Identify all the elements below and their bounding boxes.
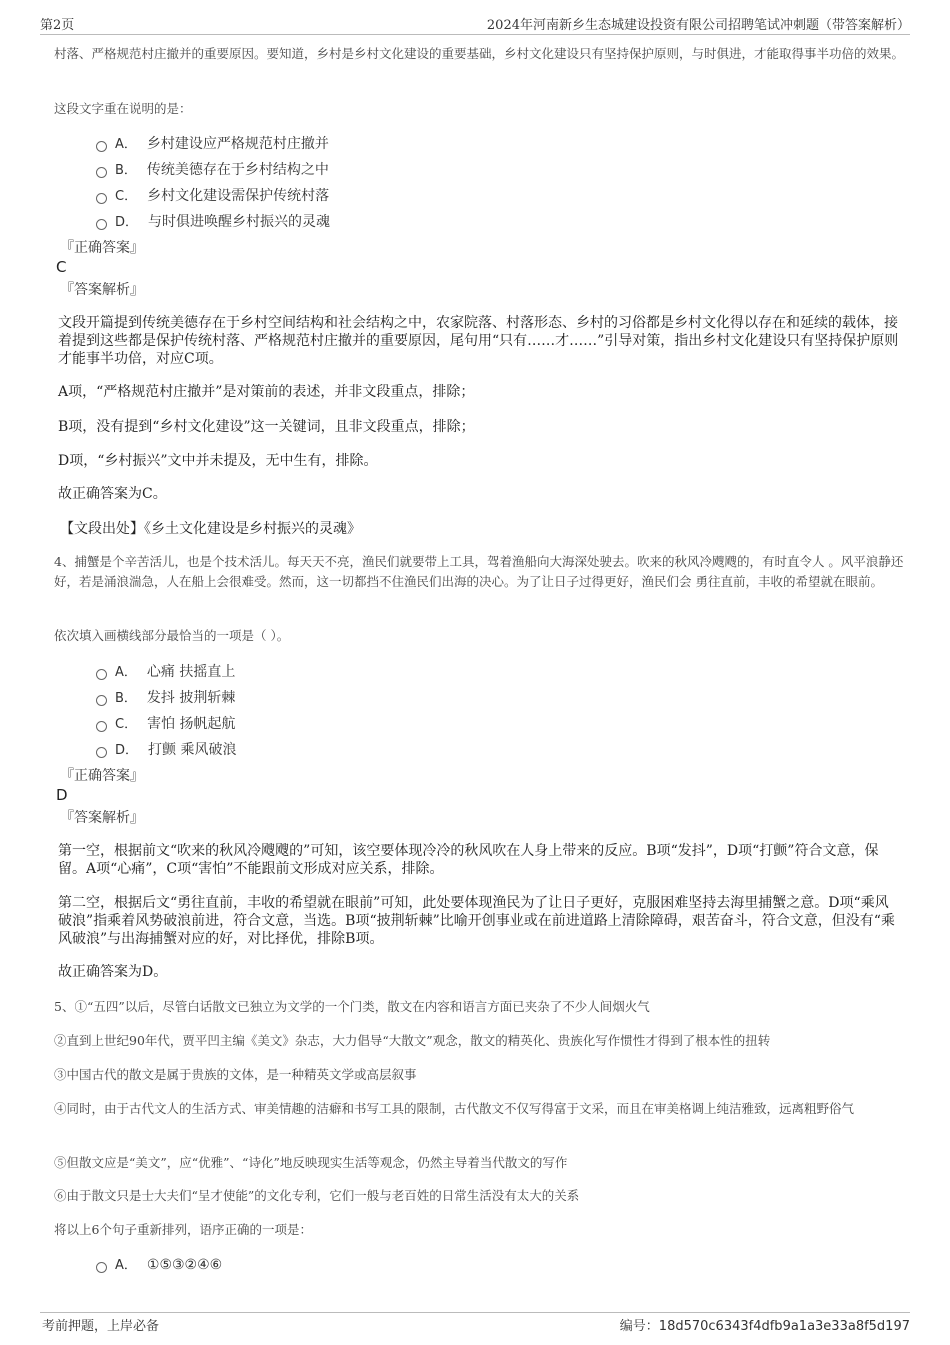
q3-option-d[interactable]: D． 与时俱进唤醒乡村振兴的灵魂 [96,211,330,233]
page-footer [40,1312,910,1339]
q3-analysis-d: D项，“乡村振兴”文中并未提及，无中生有，排除。 [58,453,378,469]
radio-icon[interactable] [96,747,107,758]
q4-stem: 依次填入画横线部分最恰当的一项是（ ）。 [54,628,290,643]
q4-conclusion: 故正确答案为D。 [58,964,168,980]
q3-conclusion: 故正确答案为C。 [58,486,167,502]
q3-answer: C [56,258,67,276]
radio-icon[interactable] [96,1262,107,1273]
q5-sentence-2: ②直到上世纪90年代，贾平凹主编《美文》杂志，大力倡导“大散文”观念，散文的精英化、贵族化写作惯性才得到了根本性的扭转 [54,1033,771,1048]
q3-analysis-a: A项，“严格规范村庄撤并”是对策前的表述，并非文段重点，排除； [58,384,475,400]
q4-analysis-first-blank: 第一空，根据前文“吹来的秋风冷飕飕的”可知，该空要体现冷冷的秋风吹在人身上带来的反应。B项“发抖”，D项“打颤”符合文意，保留。A项“心痛”，C项“害怕”不能跟前文形成对应关系，排除。 [58,843,879,877]
q4-option-a[interactable]: A． 心痛 扶摇直上 [96,661,235,683]
radio-icon[interactable] [96,695,107,706]
q3-option-b[interactable]: B． 传统美德存在于乡村结构之中 [96,159,329,181]
q3-stem: 这段文字重在说明的是： [54,101,192,116]
q4-option-b[interactable]: B． 发抖 披荆斩棘 [96,687,235,709]
q3-answer-label: 『正确答案』 [60,240,144,256]
footer-slogan: 考前押题，上岸必备 [42,1319,160,1334]
code-label: 编号： [619,1319,659,1334]
q4-answer-label: 『正确答案』 [60,768,144,784]
q3-option-a[interactable]: A． 乡村建设应严格规范村庄撤并 [96,133,329,155]
q5-sentence-3: ③中国古代的散文是属于贵族的文体，是一种精英文学或高层叙事 [54,1067,417,1082]
q4-analysis-second-blank: 第二空，根据后文“勇往直前，丰收的希望就在眼前”可知，此处要体现渔民为了让日子更好，克服困难坚持去海里捕蟹之意。D项“乘风破浪”指乘着风势破浪前进，符合文意，当选。B项“披荆斩棘”比喻开创事业或在前进道路上清除障碍，艰苦奋斗，符合文意，但没有“乘风破浪”与出海捕蟹对应的好，对比择优，排除B项。 [58,895,895,947]
page-number: 第2页 [40,18,75,33]
q3-analysis-paragraph: 文段开篇提到传统美德存在于乡村空间结构和社会结构之中，农家院落、村落形态、乡村的习俗都是乡村文化得以存在和延续的载体，接着提到这些都是保护传统村落、严格规范村庄撤并的重要原因，尾句用“只有……才……”引导对策，指出乡村文化建设只有坚持保护原则才能事半功倍，对应C项。 [58,315,899,367]
q5-sentence-6: ⑥由于散文只是士大夫们“呈才使能”的文化专利，它们一般与老百姓的日常生活没有太大的关系 [54,1188,580,1203]
q5-sentence-4: ④同时，由于古代文人的生活方式、审美情趣的洁癖和书写工具的限制，古代散文不仅写得富于文采，而且在审美格调上纯洁雅致，远离粗野俗气 [54,1101,855,1116]
radio-icon[interactable] [96,669,107,680]
q5-sentence-5: ⑤但散文应是“美文”，应“优雅”、“诗化”地反映现实生活等观念，仍然主导着当代散文的写作 [54,1155,568,1170]
q5-option-a[interactable]: A． ①⑤③②④⑥ [96,1254,222,1276]
code-value: 18d570c6343f4dfb9a1a3e33a8f5d197 [658,1319,910,1334]
q3-analysis-b: B项，没有提到“乡村文化建设”这一关键词，且非文段重点，排除； [58,419,475,435]
q4-analysis-label: 『答案解析』 [60,810,144,826]
radio-icon[interactable] [96,141,107,152]
q5-sentence-1: 5、①“五四”以后，尽管白话散文已独立为文学的一个门类，散文在内容和语言方面已夹杂了不少人间烟火气 [54,999,650,1014]
document-code [620,1315,910,1334]
q3-source: 【文段出处】《乡土文化建设是乡村振兴的灵魂》 [60,521,361,537]
q4-passage: 4、捕蟹是个辛苦活儿，也是个技术活儿。每天天不亮，渔民们就要带上工具，驾着渔船向大海深处驶去。吹来的秋风冷飕飕的，有时直令人 。风平浪静还好，若是涌浪湍急，人在船上会很难受。然而，这一切都挡不住渔民们出海的决心。为了让日子过得更好，渔民们会 勇往直前，丰收的希望就在眼前。 [54,554,904,589]
q4-option-d[interactable]: D． 打颤 乘风破浪 [96,739,236,761]
document-title: 2024年河南新乡生态城建设投资有限公司招聘笔试冲刺题（带答案解析） [486,18,910,33]
q3-option-c[interactable]: C． 乡村文化建设需保护传统村落 [96,185,329,207]
radio-icon[interactable] [96,167,107,178]
radio-icon[interactable] [96,219,107,230]
radio-icon[interactable] [96,721,107,732]
q4-option-c[interactable]: C． 害怕 扬帆起航 [96,713,236,735]
q3-analysis-label: 『答案解析』 [60,282,144,298]
q3-passage-tail: 村落、严格规范村庄撤并的重要原因。要知道，乡村是乡村文化建设的重要基础，乡村文化建设只有坚持保护原则，与时俱进，才能取得事半功倍的效果。 [54,46,905,61]
page-header [40,12,910,35]
q4-answer: D [56,786,68,804]
radio-icon[interactable] [96,193,107,204]
q5-stem: 将以上6个句子重新排列，语序正确的一项是： [54,1222,312,1237]
